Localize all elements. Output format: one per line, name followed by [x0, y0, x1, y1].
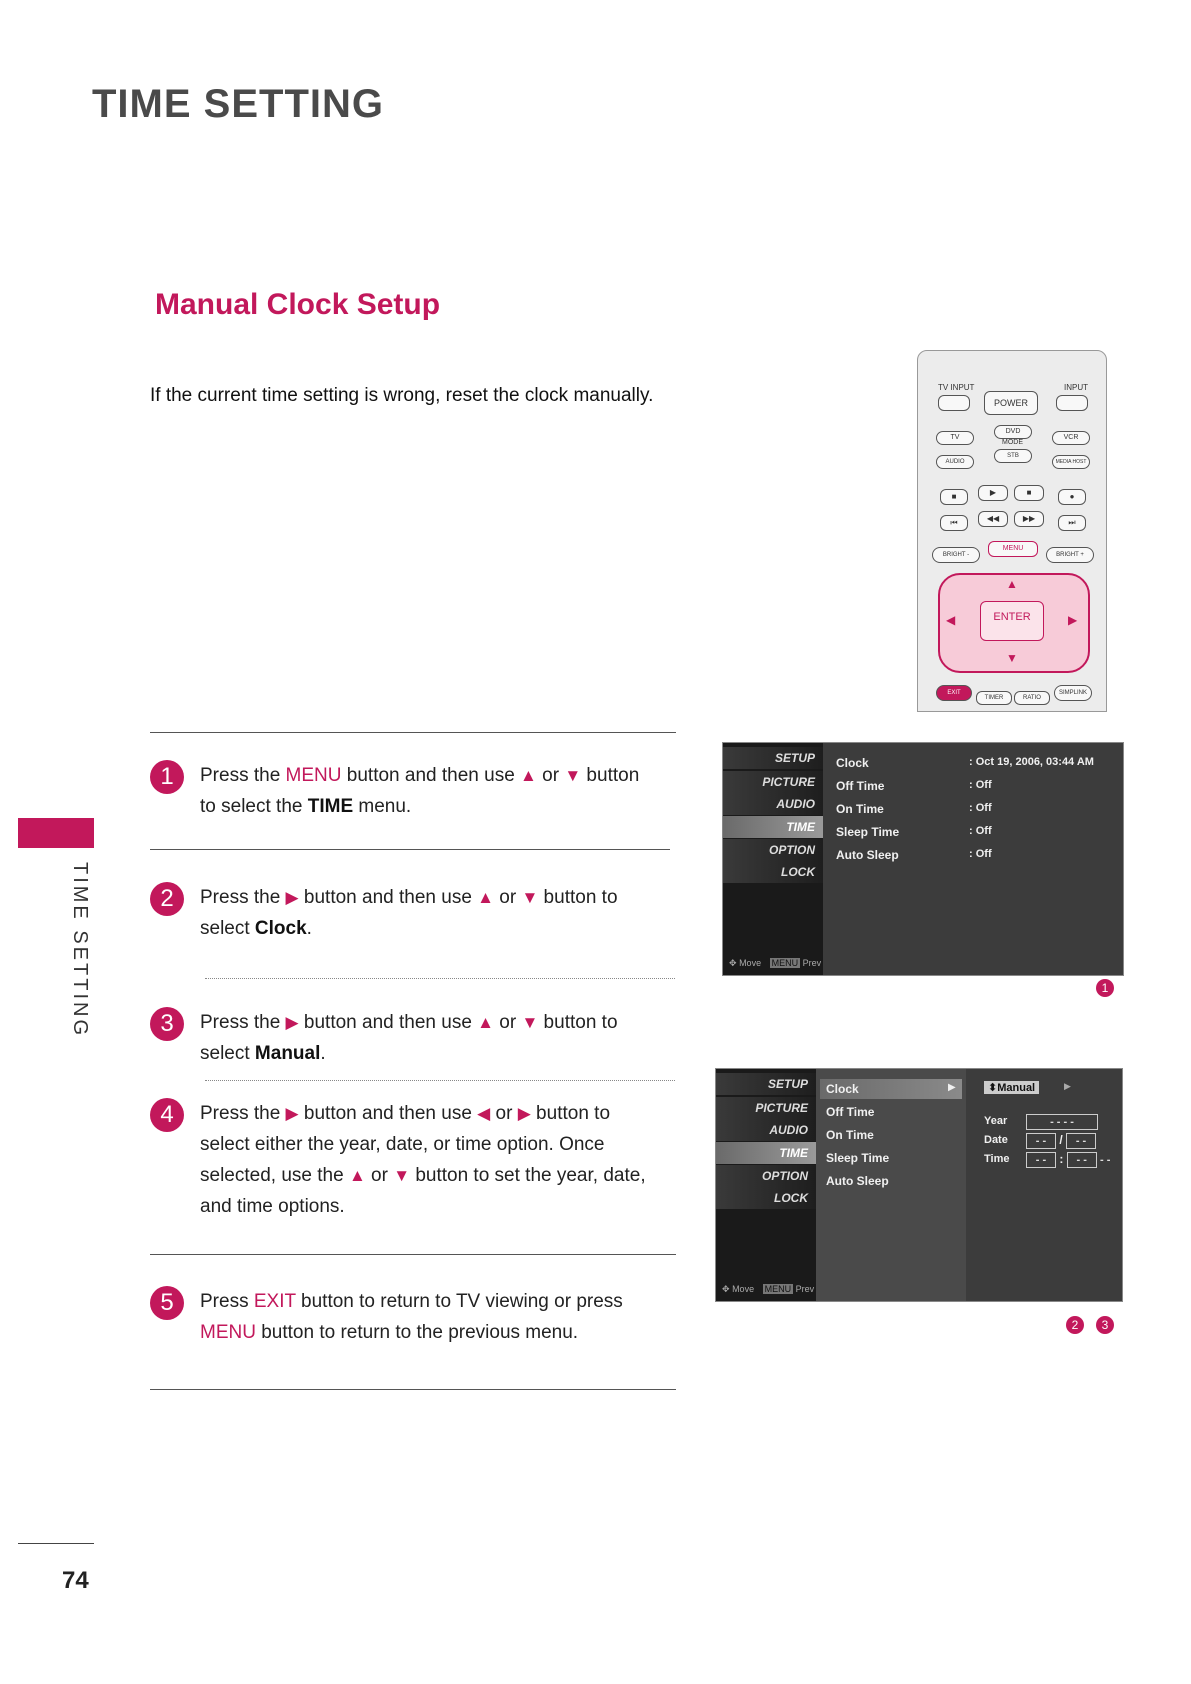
menu-sidebar	[723, 743, 823, 975]
menu-row-label[interactable]: Auto Sleep	[836, 848, 899, 862]
menu-item-picture[interactable]: PICTURE	[716, 1097, 816, 1119]
figure-badge: 1	[1096, 979, 1114, 997]
nav-left-button[interactable]: ◀	[946, 613, 956, 627]
intro-text: If the current time setting is wrong, reset the clock manually.	[150, 385, 654, 406]
rewind-button[interactable]: ◀◀	[978, 511, 1008, 527]
menu-item-audio[interactable]: AUDIO	[723, 793, 823, 815]
divider	[150, 732, 676, 733]
exit-button[interactable]: EXIT	[936, 685, 972, 701]
right-arrow-icon: ▶	[285, 1104, 299, 1123]
up-arrow-icon: ▲	[477, 888, 494, 907]
step-number: 1	[150, 760, 184, 794]
step-text: Press the MENU button and then use ▲ or ▼ button to select the TIME menu.	[200, 765, 640, 817]
menu-item-setup[interactable]: SETUP	[716, 1073, 816, 1095]
tv-menu-clock-manual	[715, 1068, 1123, 1302]
menu-row-label[interactable]: Clock	[836, 756, 869, 770]
menu-item-picture[interactable]: PICTURE	[723, 771, 823, 793]
input-label: INPUT	[1064, 383, 1088, 392]
media-host-mode-button[interactable]: MEDIA HOST	[1052, 455, 1090, 469]
step-text: Press the ▶ button and then use ▲ or ▼ button to select Clock.	[200, 887, 618, 939]
menu-item-time[interactable]: TIME	[723, 816, 823, 838]
stop-button[interactable]: ■	[940, 489, 968, 505]
up-down-icon: ⬍	[988, 1082, 998, 1094]
step-text: Press EXIT button to return to TV viewing or press MENU button to return to the previous menu.	[200, 1291, 623, 1343]
page-title: TIME SETTING	[92, 82, 384, 126]
skip-forward-button[interactable]: ⏭	[1058, 515, 1086, 531]
submenu-row[interactable]: On Time	[826, 1128, 874, 1142]
step-text: Press the ▶ button and then use ◀ or ▶ button to select either the year, date, or time option. Once selected, use the ▲ or ▼ button to set the year, date, and time options.	[200, 1103, 646, 1217]
dvd-mode-button[interactable]: DVD	[994, 425, 1032, 439]
tv-input-button[interactable]	[938, 395, 970, 411]
nav-up-button[interactable]: ▲	[1006, 577, 1018, 591]
submenu-row[interactable]: Auto Sleep	[826, 1174, 889, 1188]
menu-footer: ✥ Move MENU Prev	[729, 958, 822, 968]
date-field[interactable]: - - / - -	[1026, 1133, 1096, 1149]
enter-button[interactable]: ENTER	[980, 601, 1044, 641]
skip-back-button[interactable]: ⏮	[940, 515, 968, 531]
up-arrow-icon: ▲	[520, 766, 537, 785]
side-section-label: TIME SETTING	[69, 862, 91, 1038]
pause-button[interactable]: ■	[1014, 485, 1044, 501]
step-number: 3	[150, 1007, 184, 1041]
menu-row-value: : Off	[969, 802, 992, 814]
up-arrow-icon: ▲	[348, 1166, 366, 1185]
dotted-divider	[205, 978, 675, 979]
dotted-divider	[205, 1080, 675, 1081]
up-arrow-icon: ▲	[477, 1013, 494, 1032]
submenu-panel	[816, 1069, 966, 1301]
submenu-row-clock[interactable]: Clock	[826, 1082, 859, 1096]
move-icon: ✥	[729, 958, 737, 968]
menu-item-setup[interactable]: SETUP	[723, 747, 823, 769]
brightness-down-button[interactable]: BRIGHT -	[932, 547, 980, 563]
menu-row-label[interactable]: On Time	[836, 802, 884, 816]
menu-row-value: : Oct 19, 2006, 03:44 AM	[969, 756, 1094, 768]
clock-mode-selector[interactable]: ⬍Manual	[984, 1081, 1039, 1094]
step-text: Press the ▶ button and then use ▲ or ▼ button to select Manual.	[200, 1012, 618, 1064]
year-label: Year	[984, 1115, 1008, 1127]
mode-label: MODE	[1002, 439, 1023, 446]
down-arrow-icon: ▼	[521, 1013, 539, 1032]
section-title: Manual Clock Setup	[155, 288, 441, 321]
down-arrow-icon: ▼	[521, 888, 539, 907]
menu-row-value: : Off	[969, 779, 992, 791]
divider	[150, 1389, 676, 1390]
ratio-button[interactable]: RATIO	[1014, 691, 1050, 705]
menu-row-label[interactable]: Off Time	[836, 779, 885, 793]
figure-badge: 2	[1066, 1316, 1084, 1334]
right-arrow-icon: ▶	[948, 1082, 956, 1093]
time-label: Time	[984, 1153, 1010, 1165]
stb-mode-button[interactable]: STB	[994, 449, 1032, 463]
footer-divider	[18, 1543, 94, 1544]
step-number: 5	[150, 1286, 184, 1320]
tv-mode-button[interactable]: TV	[936, 431, 974, 445]
menu-button[interactable]: MENU	[988, 541, 1038, 557]
date-label: Date	[984, 1134, 1008, 1146]
tv-menu-time	[722, 742, 1124, 976]
right-arrow-icon: ▶	[285, 888, 299, 907]
menu-item-lock[interactable]: LOCK	[716, 1187, 816, 1209]
menu-item-option[interactable]: OPTION	[716, 1165, 816, 1187]
menu-item-option[interactable]: OPTION	[723, 839, 823, 861]
time-field[interactable]: - - : - - - -	[1026, 1152, 1110, 1168]
power-button[interactable]: POWER	[984, 391, 1038, 415]
brightness-up-button[interactable]: BRIGHT +	[1046, 547, 1094, 563]
input-button[interactable]	[1056, 395, 1088, 411]
record-button[interactable]: ●	[1058, 489, 1086, 505]
right-arrow-icon: ▶	[517, 1104, 531, 1123]
menu-item-lock[interactable]: LOCK	[723, 861, 823, 883]
simplink-button[interactable]: SIMPLINK	[1054, 685, 1092, 701]
nav-right-button[interactable]: ▶	[1068, 613, 1078, 627]
vcr-mode-button[interactable]: VCR	[1052, 431, 1090, 445]
step-number: 2	[150, 882, 184, 916]
menu-row-label[interactable]: Sleep Time	[836, 825, 900, 839]
down-arrow-icon: ▼	[564, 766, 582, 785]
divider	[150, 849, 670, 850]
menu-footer: ✥ Move MENU Prev	[722, 1284, 815, 1294]
submenu-row[interactable]: Sleep Time	[826, 1151, 890, 1165]
remote-control-illustration	[917, 350, 1107, 712]
timer-button[interactable]: TIMER	[976, 691, 1012, 705]
menu-sidebar	[716, 1069, 816, 1301]
play-button[interactable]: ▶	[978, 485, 1008, 501]
menu-item-time[interactable]: TIME	[716, 1142, 816, 1164]
down-arrow-icon: ▼	[393, 1166, 411, 1185]
menu-item-audio[interactable]: AUDIO	[716, 1119, 816, 1141]
step-number: 4	[150, 1098, 184, 1132]
page-number: 74	[62, 1567, 89, 1594]
menu-row-value: : Off	[969, 848, 992, 860]
menu-row-value: : Off	[969, 825, 992, 837]
right-arrow-icon: ▶	[1064, 1081, 1071, 1091]
side-tab-marker	[18, 818, 94, 848]
divider	[150, 1254, 676, 1255]
figure-badge: 3	[1096, 1316, 1114, 1334]
nav-down-button[interactable]: ▼	[1006, 651, 1018, 665]
tv-input-label: TV INPUT	[938, 383, 975, 392]
right-arrow-icon: ▶	[285, 1013, 299, 1032]
fast-forward-button[interactable]: ▶▶	[1014, 511, 1044, 527]
submenu-row[interactable]: Off Time	[826, 1105, 875, 1119]
audio-mode-button[interactable]: AUDIO	[936, 455, 974, 469]
move-icon: ✥	[722, 1284, 730, 1294]
year-field[interactable]: - - - -	[1026, 1114, 1098, 1130]
left-arrow-icon: ◀	[477, 1104, 491, 1123]
